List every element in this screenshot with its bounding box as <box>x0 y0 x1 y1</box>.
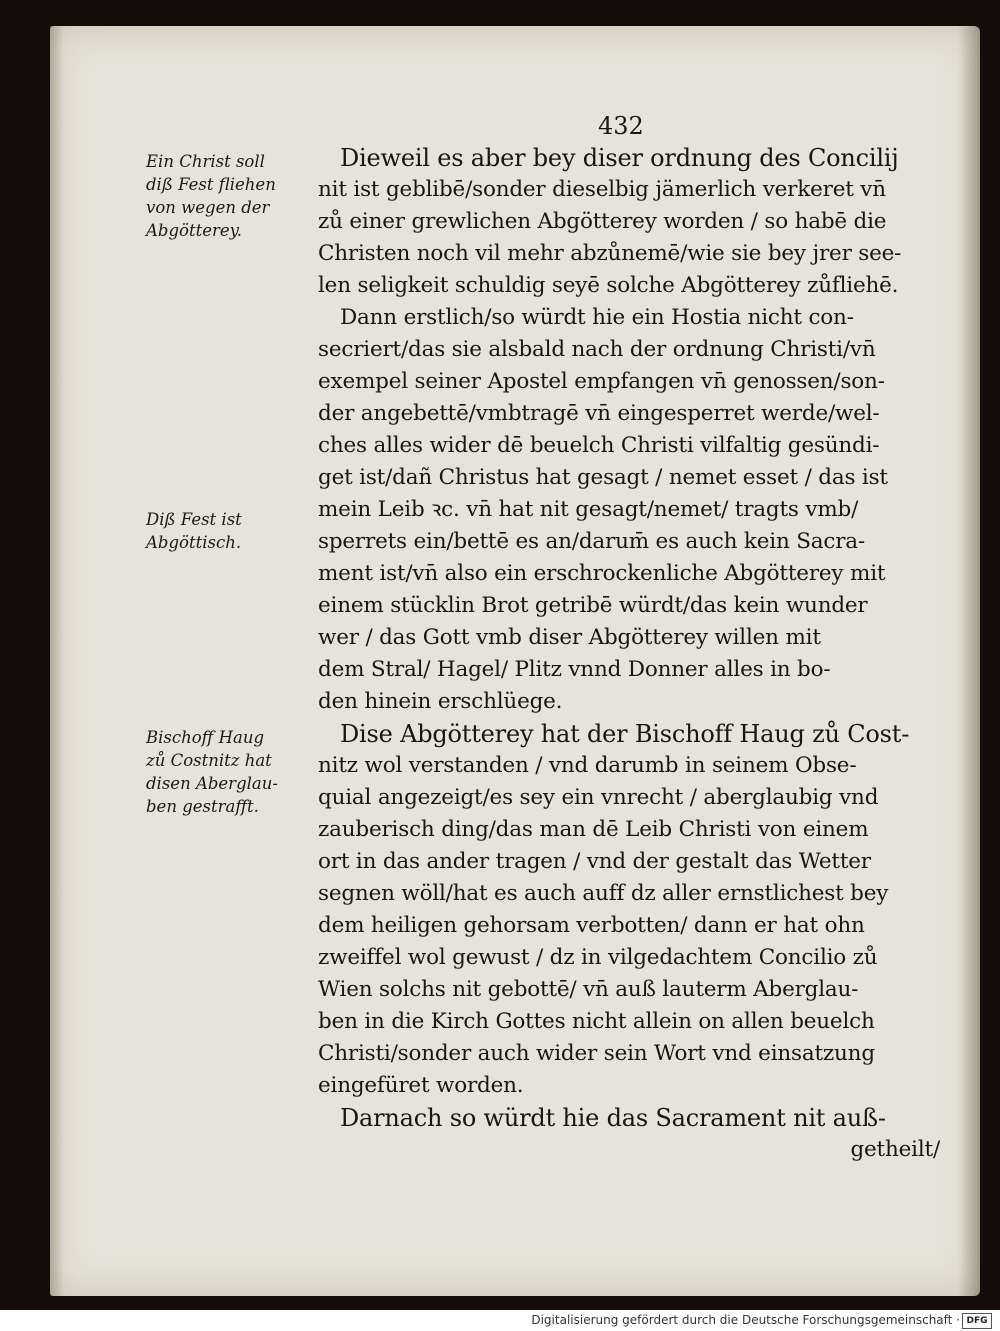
text-line: der angebettē/vmbtragē vn̄ eingesperret werde/wel- <box>318 401 880 426</box>
footer-bar <box>0 1310 1000 1331</box>
text-line: den hinein erschlüege. <box>318 689 563 714</box>
text-line: sperrets ein/bettē es an/darum̄ es auch kein Sacra- <box>318 529 865 554</box>
text-line: ort in das ander tragen / vnd der gestalt das Wetter <box>318 849 871 874</box>
text-line: Dieweil es aber bey diser ordnung des Concilij <box>340 144 899 172</box>
text-line: Christi/sonder auch wider sein Wort vnd einsatzung <box>318 1041 875 1066</box>
margin-note-line: von wegen der <box>146 198 270 217</box>
text-line: Dann erstlich/so würdt hie ein Hostia nicht con- <box>340 305 854 330</box>
text-line: zů einer grewlichen Abgötterey worden / so habē die <box>318 209 887 234</box>
margin-note-line: disen Aberglau- <box>146 774 278 793</box>
page-shadow-left <box>50 26 64 1296</box>
text-line: Wien solchs nit gebottē/ vn̄ auß lauterm Aberglau- <box>318 977 859 1002</box>
text-line: ches alles wider dē beuelch Christi vilfaltig gesündi- <box>318 433 880 458</box>
text-line: ment ist/vn̄ also ein erschrockenliche Abgötterey mit <box>318 561 886 586</box>
margin-note-line: Bischoff Haug <box>146 728 265 747</box>
margin-note-line: ben gestrafft. <box>146 797 259 816</box>
main-text-block <box>318 142 958 1166</box>
text-line: zauberisch ding/das man dē Leib Christi von einem <box>318 817 869 842</box>
margin-note-line: zů Costnitz hat <box>146 751 272 770</box>
margin-note-line: diß Fest fliehen <box>146 175 276 194</box>
text-line: Dise Abgötterey hat der Bischoff Haug zů Cost- <box>340 720 910 748</box>
text-line: wer / das Gott vmb diser Abgötterey willen mit <box>318 625 821 650</box>
text-line: mein Leib ꝛc. vn̄ hat nit gesagt/nemet/ tragts vmb/ <box>318 497 859 522</box>
margin-note-line: Diß Fest ist <box>146 510 242 529</box>
text-line: exempel seiner Apostel empfangen vn̄ genossen/son- <box>318 369 885 394</box>
text-line: dem heiligen gehorsam verbotten/ dann er hat ohn <box>318 913 865 938</box>
footer-credit: Digitalisierung gefördert durch die Deutsche Forschungsgemeinschaft · <box>531 1313 960 1327</box>
text-line: eingefüret worden. <box>318 1073 524 1098</box>
text-line: zweiffel wol gewust / dz in vilgedachtem Concilio zů <box>318 945 878 970</box>
book-page <box>50 26 980 1296</box>
text-line: Darnach so würdt hie das Sacrament nit auß- <box>340 1104 886 1132</box>
text-line: ben in die Kirch Gottes nicht allein on allen beuelch <box>318 1009 875 1034</box>
text-line: get ist/dañ Christus hat gesagt / nemet esset / das ist <box>318 465 888 490</box>
text-line: len seligkeit schuldig seyē solche Abgötterey zůfliehē. <box>318 273 899 298</box>
text-line: secriert/das sie alsbald nach der ordnung Christi/vn̄ <box>318 337 876 362</box>
text-line: segnen wöll/hat es auch auff dz aller ernstlichest bey <box>318 881 889 906</box>
text-line: nit ist geblibē/sonder dieselbig jämerlich verkeret vn̄ <box>318 177 886 202</box>
dfg-logo-icon: DFG <box>962 1313 992 1329</box>
text-line: einem stücklin Brot getribē würdt/das kein wunder <box>318 593 868 618</box>
text-line: dem Stral/ Hagel/ Plitz vnnd Donner alles in bo- <box>318 657 831 682</box>
page-shadow-right <box>958 26 980 1296</box>
text-line: Christen noch vil mehr abzůnemē/wie sie bey jrer see- <box>318 241 902 266</box>
margin-note-line: Ein Christ soll <box>146 152 265 171</box>
catchword: getheilt/ <box>850 1137 940 1162</box>
margin-note-line: Abgöttisch. <box>146 533 242 552</box>
text-line: nitz wol verstanden / vnd darumb in seinem Obse- <box>318 753 857 778</box>
page-number: 432 <box>598 112 644 140</box>
text-line: quial angezeigt/es sey ein vnrecht / aberglaubig vnd <box>318 785 879 810</box>
margin-note-line: Abgötterey. <box>146 221 243 240</box>
